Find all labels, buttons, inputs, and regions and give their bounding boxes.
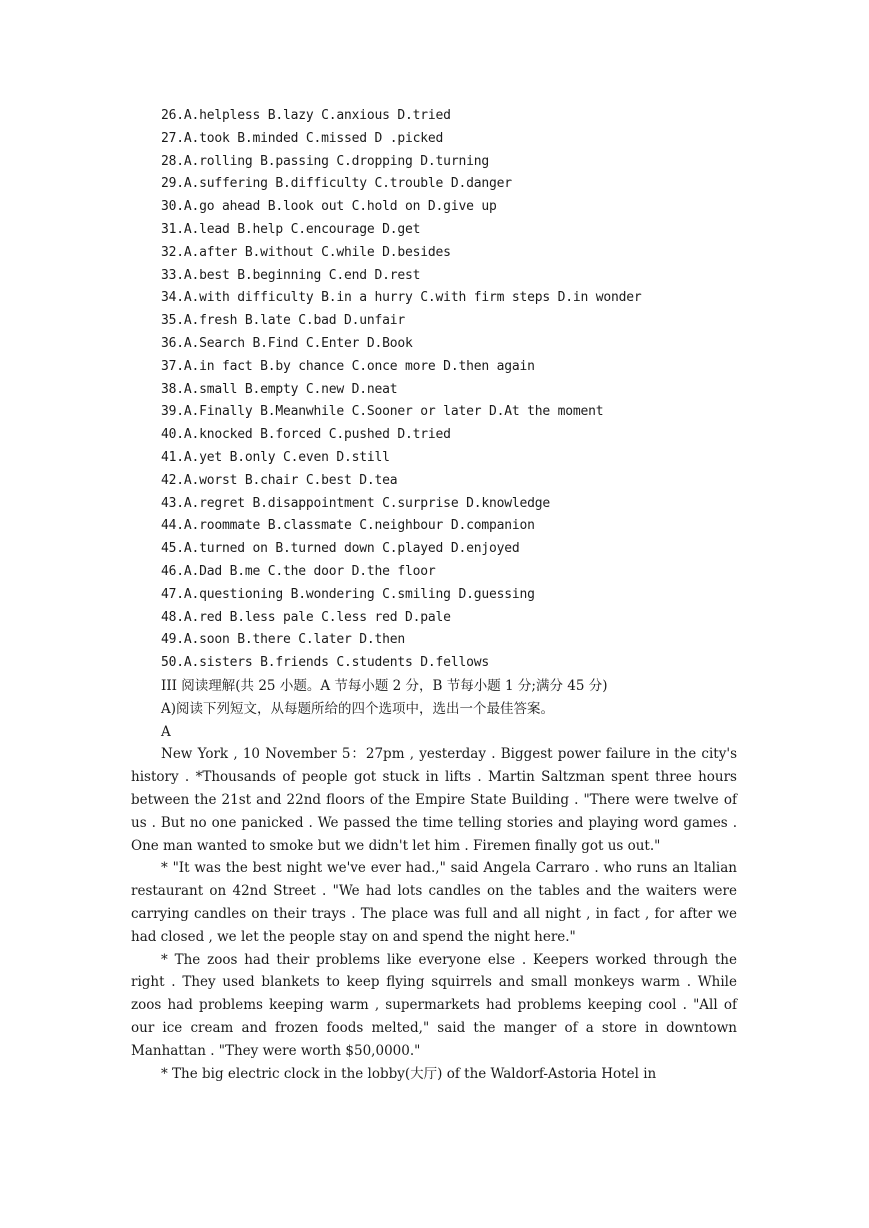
answer-options-list: [161, 105, 761, 675]
option-line-50: 50.A.sisters B.friends C.students D.fellows: [161, 655, 489, 671]
option-line-43: 43.A.regret B.disappointment C.surprise D.knowledge: [161, 495, 550, 511]
option-line-30: 30.A.go ahead B.look out C.hold on D.give up: [161, 199, 497, 215]
option-line-49: 49.A.soon B.there C.later D.then: [161, 632, 406, 648]
option-line-45: 45.A.turned on B.turned down C.played D.enjoyed: [161, 541, 520, 557]
option-line-36: 36.A.Search B.Find C.Enter D.Book: [161, 335, 413, 351]
option-line-32: 32.A.after B.without C.while D.besides: [161, 244, 451, 260]
option-line-41: 41.A.yet B.only C.even D.still: [161, 449, 390, 465]
option-line-26: 26.A.helpless B.lazy C.anxious D.tried: [161, 108, 451, 123]
option-line-48: 48.A.red B.less pale C.less red D.pale: [161, 609, 451, 625]
option-line-40: 40.A.knocked B.forced C.pushed D.tried: [161, 427, 451, 443]
option-line-46: 46.A.Dad B.me C.the door D.the floor: [161, 563, 436, 579]
option-line-38: 38.A.small B.empty C.new D.neat: [161, 381, 398, 397]
passage-paragraph-2: * "It was the best night we've ever had.," said Angela Carraro . who runs an ltalian restaurant on 42nd Street . "We had lots candles on the tables and the waiters were carrying candles on their trays . The place was full and all night , in fact , for after we had closed , we let the people stay on and spend the night here.": [131, 860, 737, 945]
section-heading: III 阅读理解(共 25 小题。A 节每小题 2 分，B 节每小题 1 分;满分 45 分): [161, 678, 608, 694]
passage-paragraph-1: New York , 10 November 5：27pm , yesterday . Biggest power failure in the city's history . *Thousands of people got stuck in lifts . Martin Saltzman spent three hours between the 21st and 22nd floors of the Empire State Building . "There were twelve of us . But no one panicked . We passed the time telling stories and playing word games . One man wanted to smoke but we didn't let him . Firemen finally got us out.": [131, 746, 737, 854]
passage-paragraph-4: * The big electric clock in the lobby(大厅) of the Waldorf-Astoria Hotel in: [161, 1065, 657, 1082]
reading-section: [131, 675, 737, 1085]
option-line-27: 27.A.took B.minded C.missed D .picked: [161, 130, 444, 146]
option-line-39: 39.A.Finally B.Meanwhile C.Sooner or later D.At the moment: [161, 404, 604, 420]
section-instruction: A)阅读下列短文，从每题所给的四个选项中，选出一个最佳答案。: [161, 700, 555, 717]
option-line-37: 37.A.in fact B.by chance C.once more D.then again: [161, 358, 535, 374]
option-line-31: 31.A.lead B.help C.encourage D.get: [161, 221, 421, 237]
option-line-29: 29.A.suffering B.difficulty C.trouble D.danger: [161, 176, 512, 192]
option-line-42: 42.A.worst B.chair C.best D.tea: [161, 472, 398, 488]
option-line-28: 28.A.rolling B.passing C.dropping D.turning: [161, 153, 489, 169]
option-line-33: 33.A.best B.beginning C.end D.rest: [161, 267, 421, 283]
option-line-34: 34.A.with difficulty B.in a hurry C.with firm steps D.in wonder: [161, 290, 642, 306]
passage-paragraph-3: * The zoos had their problems like everyone else . Keepers worked through the right . They used blankets to keep flying squirrels and small monkeys warm . While zoos had problems keeping warm , supermarkets had problems keeping cool . "All of our ice cream and frozen foods melted," said the manger of a store in downtown Manhattan . "They were worth $50,0000.": [131, 951, 737, 1059]
option-line-47: 47.A.questioning B.wondering C.smiling D.guessing: [161, 586, 535, 602]
passage-label: A: [161, 723, 171, 740]
option-line-44: 44.A.roommate B.classmate C.neighbour D.companion: [161, 518, 535, 534]
option-line-35: 35.A.fresh B.late C.bad D.unfair: [161, 313, 406, 329]
